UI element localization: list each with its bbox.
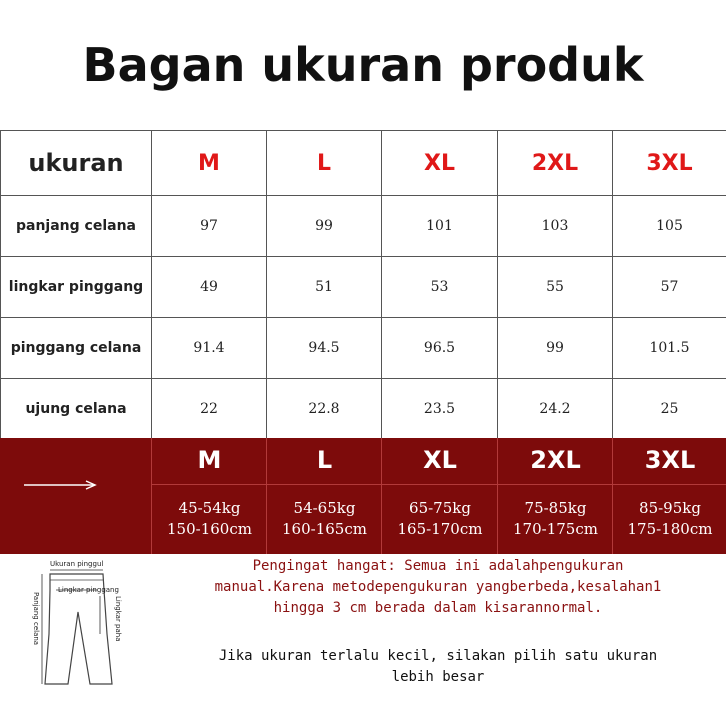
height-range: 160-165cm (282, 520, 367, 538)
inner-waist-label: Lingkar pinggang (58, 586, 119, 594)
size-table (0, 130, 726, 439)
size-xl: XL (382, 131, 498, 196)
table-cell: 101.5 (613, 318, 726, 379)
weight-range: 65-75kg (409, 499, 471, 517)
height-range: 165-170cm (397, 520, 483, 538)
recommend-cell-2xl (497, 438, 613, 554)
row-label: lingkar pinggang (1, 257, 152, 318)
row-label: panjang celana (1, 196, 152, 257)
weight-range: 45-54kg (178, 499, 241, 517)
note-line: manual.Karena metodepengukuran yangberbeda,kesalahan1 (214, 579, 662, 595)
length-label: Panjang celana (32, 592, 40, 646)
table-cell: 53 (382, 257, 498, 318)
size-2xl: 2XL (498, 131, 613, 196)
table-row (1, 196, 726, 257)
table-cell: 22 (152, 379, 267, 439)
weight-range: 54-65kg (293, 499, 356, 517)
table-cell: 23.5 (382, 379, 498, 439)
height-range: 170-175cm (513, 520, 598, 538)
size-recommendation-band (0, 438, 726, 554)
table-row (1, 257, 726, 318)
recommend-cell-l (266, 438, 382, 554)
measurement-note (150, 556, 726, 619)
height-range: 175-180cm (627, 520, 713, 538)
recommend-size: XL (423, 446, 457, 474)
arrow-right-icon (24, 480, 98, 490)
row-label: pinggang celana (1, 318, 152, 379)
divider (267, 484, 382, 485)
table-cell: 101 (382, 196, 498, 257)
divider (498, 484, 613, 485)
table-cell: 99 (498, 318, 613, 379)
pants-icon (0, 556, 150, 706)
size-l: L (267, 131, 382, 196)
size-3xl: 3XL (613, 131, 726, 196)
recommend-size: L (316, 446, 333, 474)
weight-range: 85-95kg (639, 499, 701, 517)
recommend-size: 2XL (530, 446, 581, 474)
recommend-cell-3xl (612, 438, 726, 554)
size-advice (150, 646, 726, 688)
table-row (1, 379, 726, 439)
recommend-size: M (197, 446, 222, 474)
note-line: hingga 3 cm berada dalam kisarannormal. (273, 600, 603, 616)
recommend-size: 3XL (644, 446, 696, 474)
table-cell: 24.2 (498, 379, 613, 439)
size-header-row (1, 131, 726, 196)
row-label: ujung celana (1, 379, 152, 439)
table-cell: 55 (498, 257, 613, 318)
divider (382, 484, 498, 485)
pants-measurement-diagram (0, 556, 150, 706)
table-cell: 96.5 (382, 318, 498, 379)
table-cell: 25 (613, 379, 726, 439)
table-cell: 57 (613, 257, 726, 318)
size-header-label: ukuran (1, 131, 152, 196)
height-range: 150-160cm (167, 520, 252, 538)
table-row (1, 318, 726, 379)
table-cell: 22.8 (267, 379, 382, 439)
weight-range: 75-85kg (524, 499, 587, 517)
note-line: Jika ukuran terlalu kecil, silakan pilih satu ukuran (218, 648, 658, 664)
table-cell: 99 (267, 196, 382, 257)
page-title: Bagan ukuran produk (82, 38, 644, 92)
note-line: Pengingat hangat: Semua ini adalahpengukuran (252, 558, 624, 574)
waist-label: Ukuran pinggul (50, 560, 104, 568)
table-cell: 51 (267, 257, 382, 318)
table-cell: 97 (152, 196, 267, 257)
table-cell: 94.5 (267, 318, 382, 379)
size-m: M (152, 131, 267, 196)
recommend-cell-xl (381, 438, 498, 554)
table-cell: 49 (152, 257, 267, 318)
recommend-cell-m (151, 438, 267, 554)
divider (613, 484, 726, 485)
note-line: lebih besar (391, 669, 485, 685)
divider (152, 484, 267, 485)
table-cell: 105 (613, 196, 726, 257)
table-cell: 103 (498, 196, 613, 257)
table-cell: 91.4 (152, 318, 267, 379)
thigh-label: Lingkar paha (114, 596, 122, 642)
